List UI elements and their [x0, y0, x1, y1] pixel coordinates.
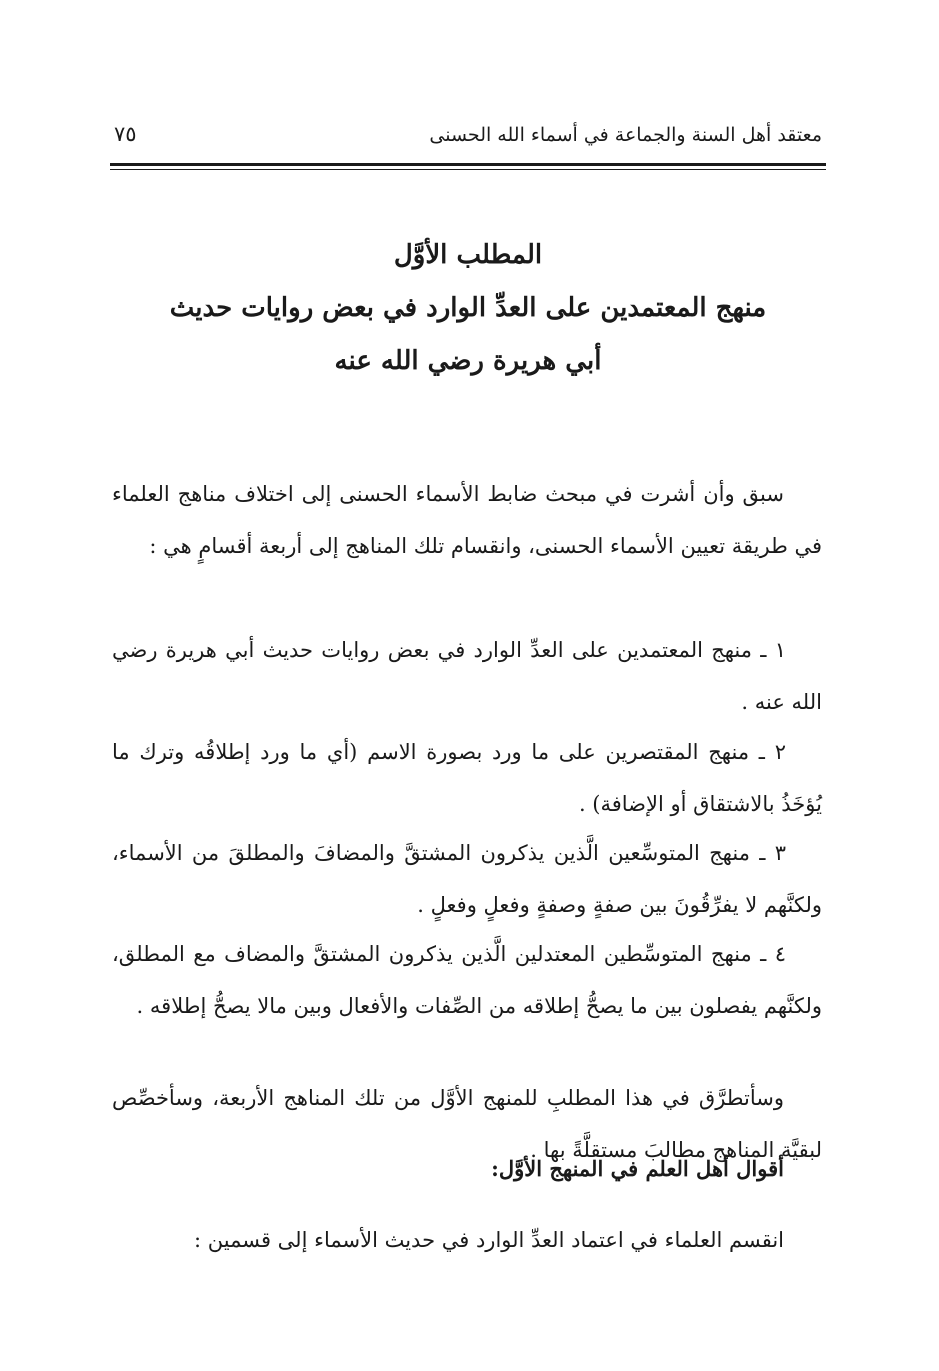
- outro-paragraph: وسأتطرَّق في هذا المطلبِ للمنهج الأوَّل من تلك المناهج الأربعة، وسأخصِّص لبقيَّة المناهج مطالبَ مستقلَّةً بها .: [112, 1086, 822, 1162]
- running-header: [110, 118, 822, 158]
- section-title: المطلب الأوَّل: [393, 240, 543, 270]
- list-item-4: ٤ ـ منهج المتوسِّطين المعتدلين الَّذين يذكرون المشتقَّ والمضاف مع المطلق، ولكنَّهم يفصلون بين ما يصحُّ إطلاقه من الصِّفات والأفعال وبين مالا يصحُّ إطلاقه .: [112, 942, 822, 1018]
- list-item-2: ٢ ـ منهج المقتصرين على ما ورد بصورة الاسم (أي ما ورد إطلاقُه وترك ما يُؤخَذُ بالاشتقاق أو الإضافة) .: [112, 740, 822, 816]
- list-item-1: ١ ـ منهج المعتمدين على العدِّ الوارد في بعض روايات حديث أبي هريرة رضي الله عنه .: [112, 638, 822, 714]
- list-item-3: ٣ ـ منهج المتوسِّعين الَّذين يذكرون المشتقَّ والمضافَ والمطلقَ من الأسماء، ولكنَّهم لا يفرِّقُونَ بين صفةٍ وصفةٍ وفعلٍ وفعلٍ .: [112, 841, 822, 917]
- final-paragraph: انقسم العلماء في اعتماد العدِّ الوارد في حديث الأسماء إلى قسمين :: [194, 1228, 784, 1252]
- subsection-heading: أقوال أهل العلم في المنهج الأوَّل:: [491, 1156, 784, 1181]
- header-rule-thick: [110, 163, 826, 166]
- page-number: ٧٥: [114, 122, 137, 146]
- section-subtitle-line-2: أبي هريرة رضي الله عنه: [334, 346, 602, 376]
- header-rule-thin: [110, 169, 826, 170]
- section-subtitle-line-1: منهج المعتمدين على العدِّ الوارد في بعض روايات حديث: [169, 293, 767, 323]
- running-title: معتقد أهل السنة والجماعة في أسماء الله الحسنى: [429, 124, 822, 146]
- intro-paragraph: سبق وأن أشرت في مبحث ضابط الأسماء الحسنى إلى اختلاف مناهج العلماء في طريقة تعيين الأسماء الحسنى، وانقسام تلك المناهج إلى أربعة أقسامٍ هي :: [112, 482, 822, 558]
